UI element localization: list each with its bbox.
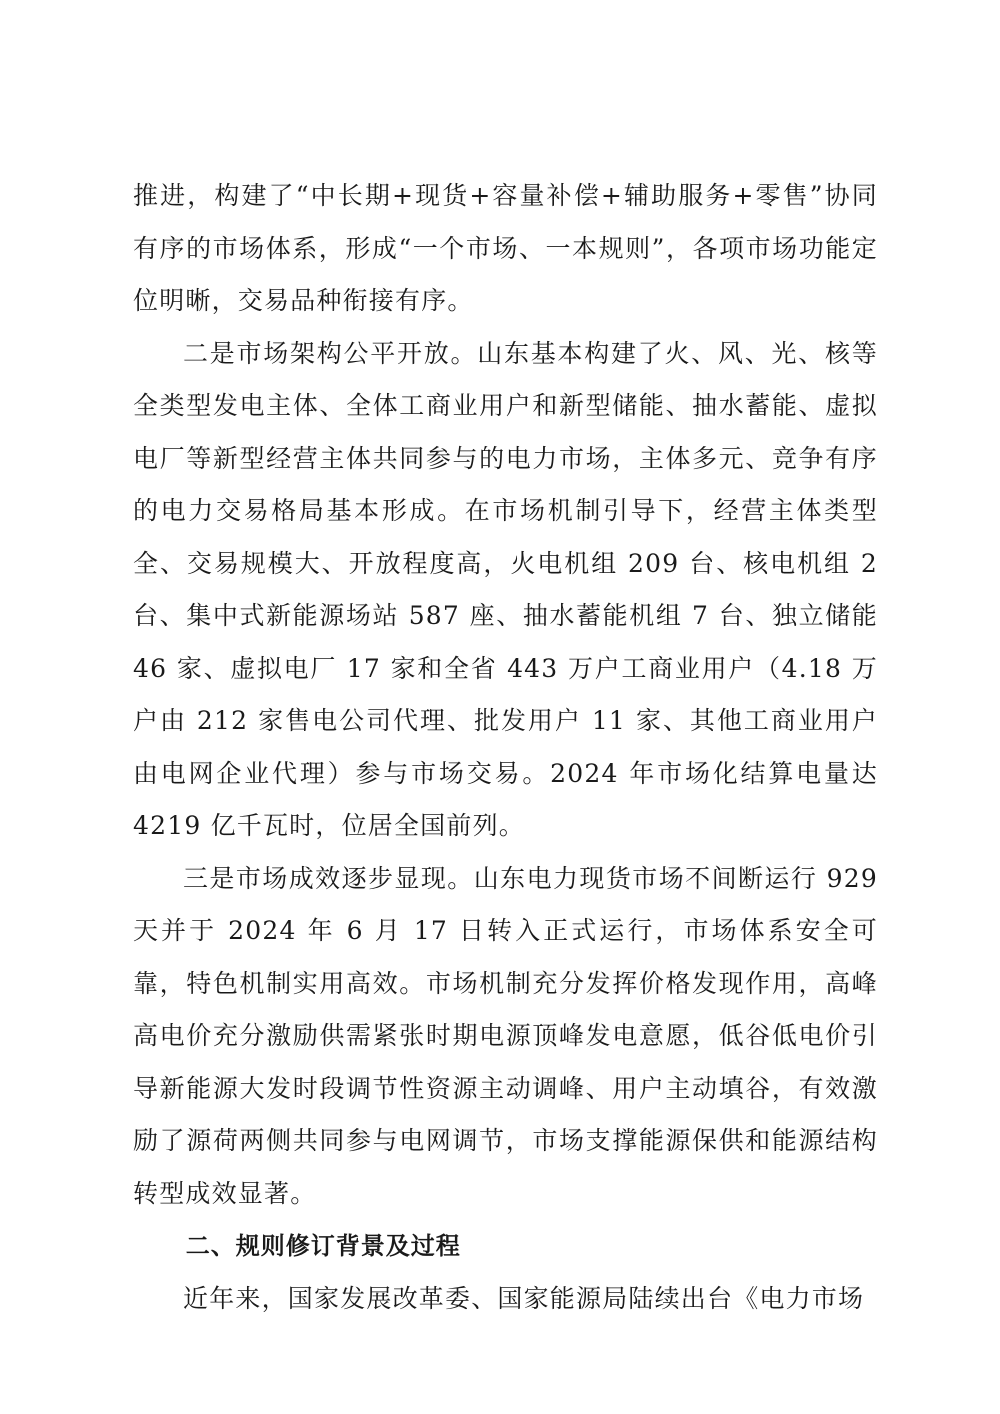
paragraph-background: 近年来，国家发展改革委、国家能源局陆续出台《电力市场	[183, 1283, 865, 1313]
paragraph-market-system: 推进，构建了“中长期+现货+容量补偿+辅助服务+零售”协同有序的市场体系，形成“一个市场、一本规则”，各项市场功能定位明晰，交易品种衔接有序。	[133, 181, 878, 315]
paragraph-market-structure: 二是市场架构公平开放。山东基本构建了火、风、光、核等全类型发电主体、全体工商业用户和新型储能、抽水蓄能、虚拟电厂等新型经营主体共同参与的电力市场，主体多元、竞争有序的电力交易格局基本形成。在市场机制引导下，经营主体类型全、交易规模大、开放程度高，火电机组 209 台、核电机组 2 台、集中式新能源场站 587 座、抽水蓄能机组 7 台、独立储能 46 家、虚拟电厂 17 家和全省 443 万户工商业用户（4.18 万户由 212 家售电公司代理、批发用户 11 家、其他工商业用户由电网企业代理）参与市场交易。2024 年市场化结算电量达 4219 亿千瓦时，位居全国前列。	[133, 338, 878, 840]
section-heading: 二、规则修订背景及过程	[185, 1232, 461, 1260]
paragraph-market-effects: 三是市场成效逐步显现。山东电力现货市场不间断运行 929 天并于 2024 年 6 月 17 日转入正式运行，市场体系安全可靠，特色机制实用高效。市场机制充分发挥价格发现作用，高峰高电价充分激励供需紧张时期电源顶峰发电意愿，低谷低电价引导新能源大发时段调节性资源主动调峰、用户主动填谷，有效激励了源荷两侧共同参与电网调节，市场支撑能源保供和能源结构转型成效显著。	[133, 863, 878, 1208]
document-body	[133, 170, 878, 1325]
